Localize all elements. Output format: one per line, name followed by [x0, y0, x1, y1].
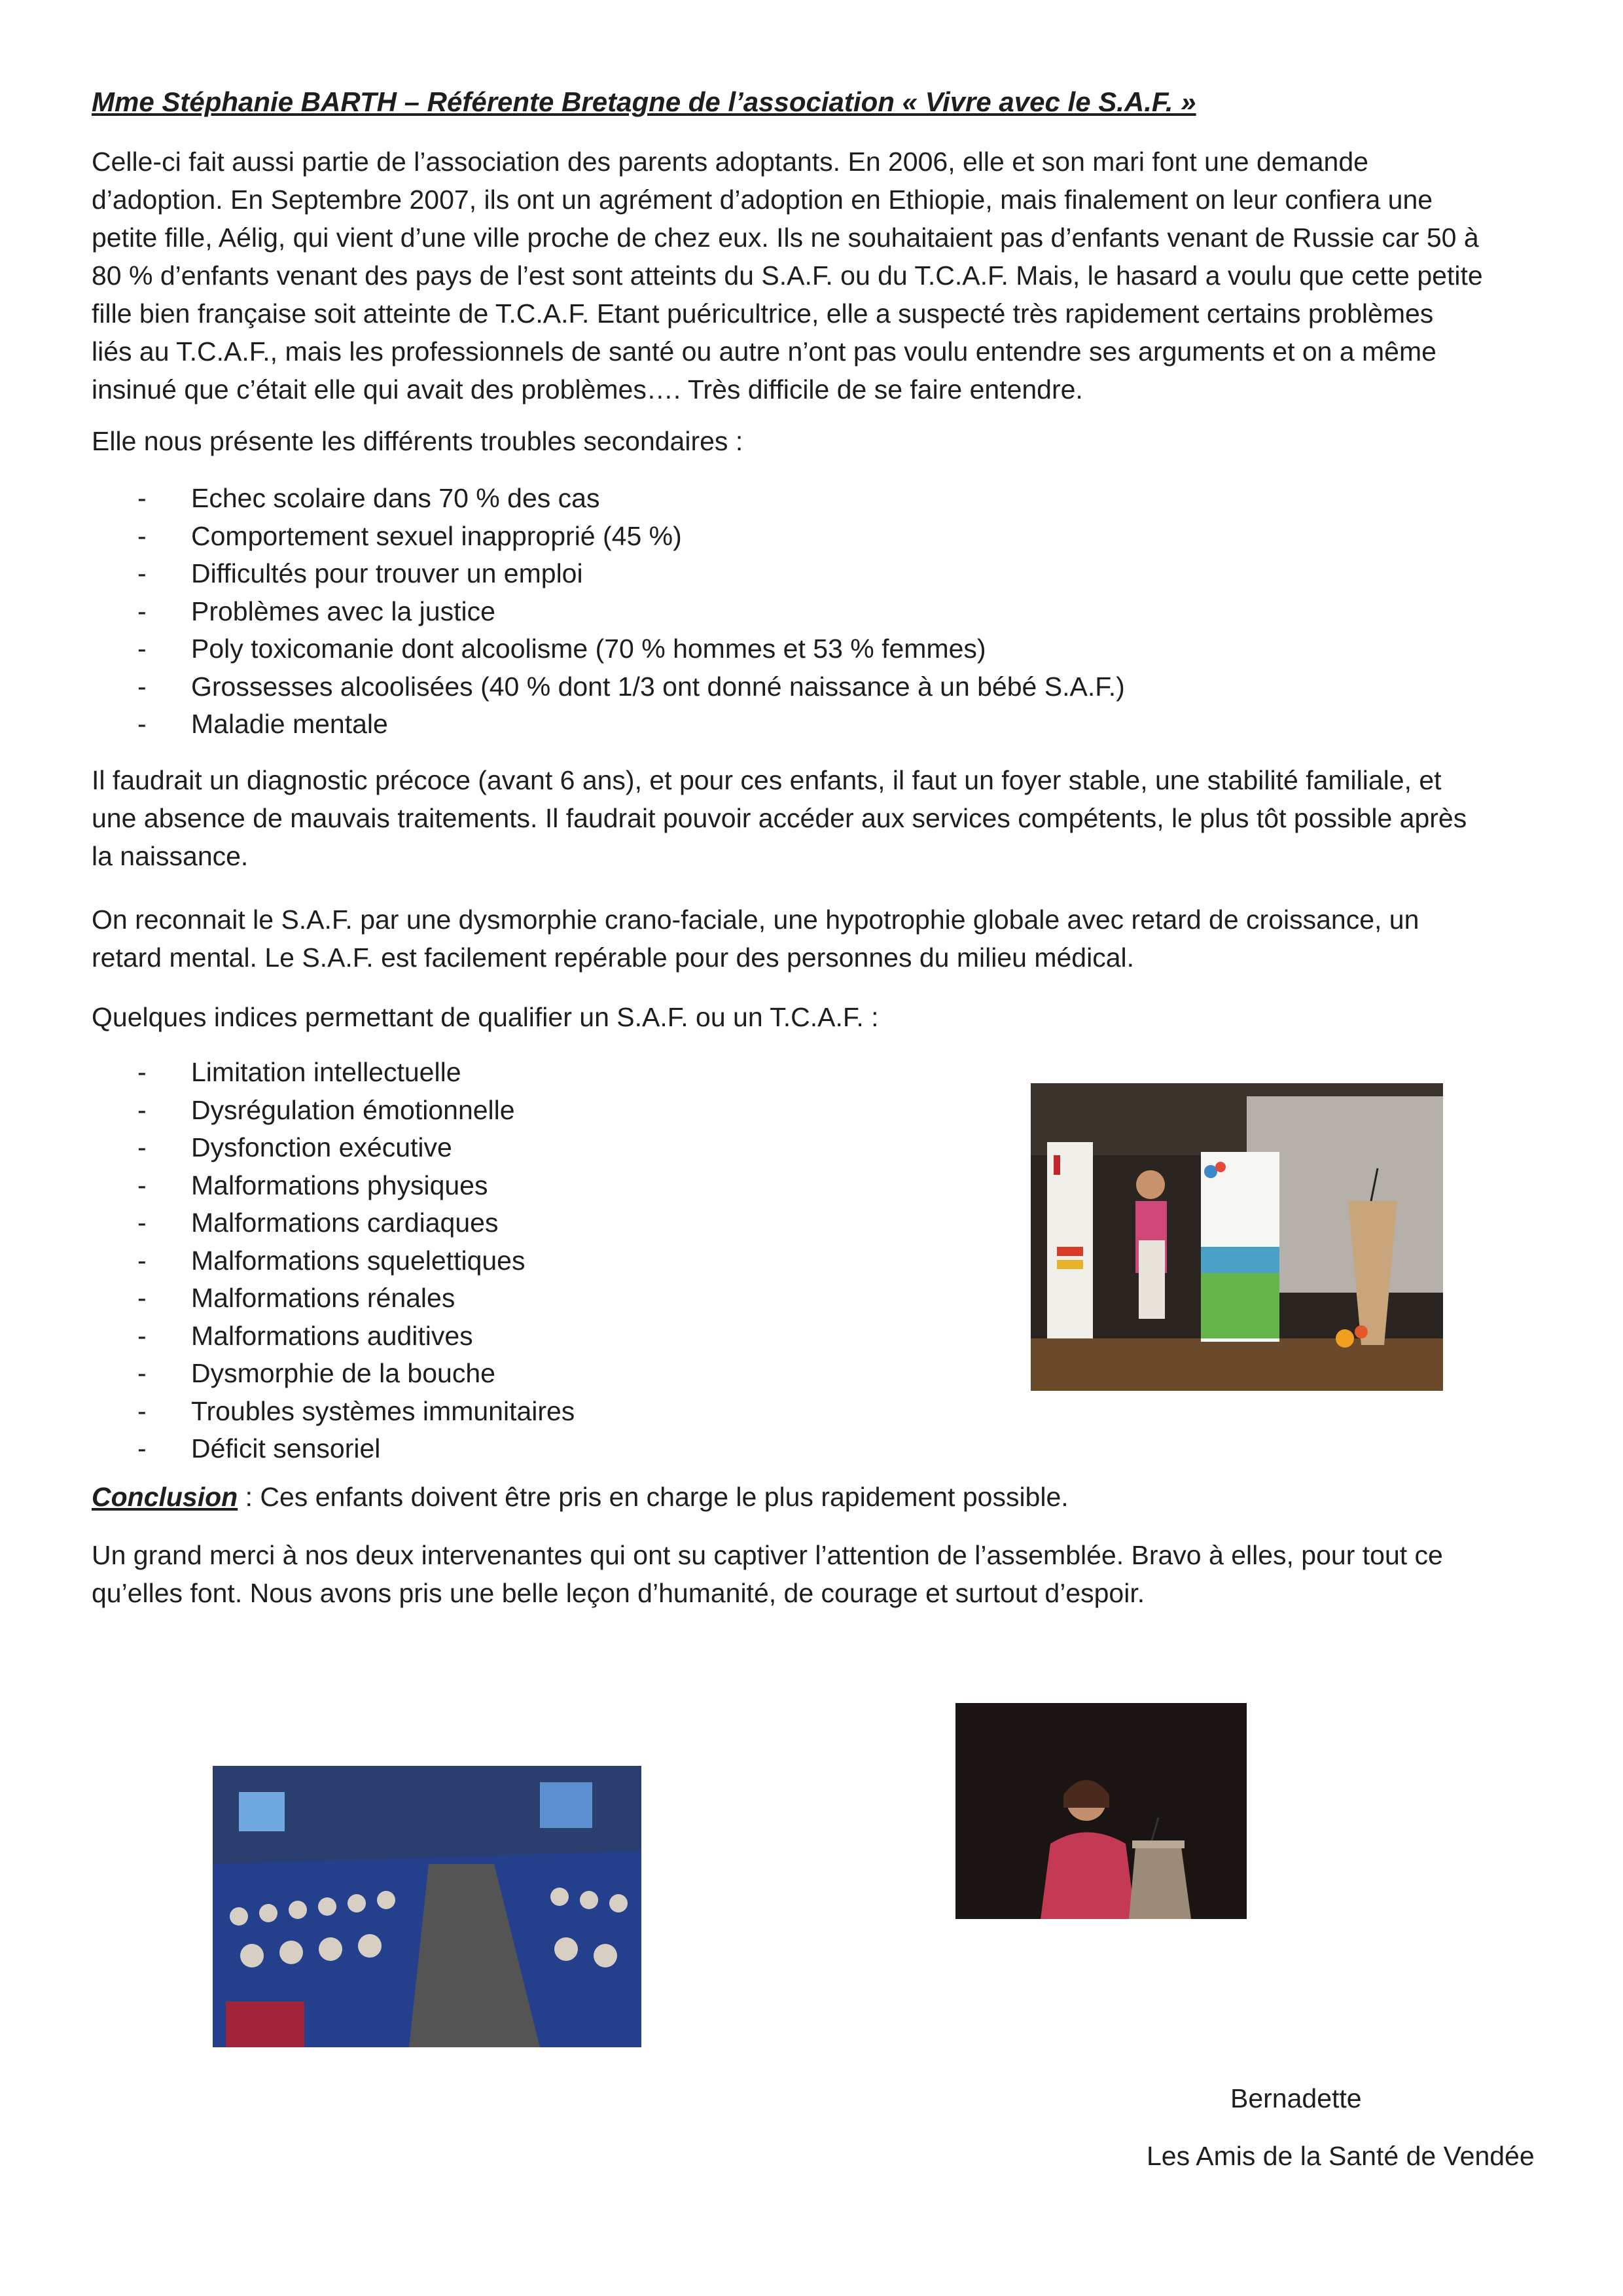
- text-line: 80 % d’enfants venant des pays de l’est sont atteints du S.A.F. ou du T.C.A.F. Mais, le hasard a voulu que cette petite: [92, 260, 1483, 291]
- bullet-dash: -: [137, 634, 147, 664]
- list-item: [137, 1318, 575, 1355]
- list-item-text: Dysmorphie de la bouche: [191, 1358, 495, 1388]
- list-item: [137, 480, 1125, 518]
- list-item-text: Grossesses alcoolisées (40 % dont 1/3 ont donné naissance à un bébé S.A.F.): [191, 671, 1125, 702]
- list-item: [137, 668, 1125, 706]
- bullet-dash: -: [137, 1208, 147, 1238]
- text-line: liés au T.C.A.F., mais les professionnels de santé ou autre n’ont pas voulu entendre ses arguments et on a même: [92, 336, 1436, 367]
- signature-organization: Les Amis de la Santé de Vendée: [1147, 2141, 1535, 2171]
- photo-audience-hall: [213, 1766, 641, 2047]
- text-line: la naissance.: [92, 841, 249, 871]
- bullet-dash: -: [137, 483, 147, 513]
- list-item: [137, 1054, 575, 1092]
- list-item-text: Problèmes avec la justice: [191, 596, 495, 626]
- diagnostic-paragraph: [92, 761, 1531, 875]
- list-item-text: Malformations squelettiques: [191, 1245, 526, 1276]
- list-item-text: Difficultés pour trouver un emploi: [191, 558, 583, 588]
- list-item: [137, 1167, 575, 1205]
- list-item-text: Comportement sexuel inapproprié (45 %): [191, 520, 682, 551]
- page-title: Mme Stéphanie BARTH – Référente Bretagne de l’association « Vivre avec le S.A.F. »: [92, 86, 1196, 117]
- list-item-text: Maladie mentale: [191, 709, 388, 739]
- bullet-dash: -: [137, 558, 147, 588]
- signature-name: Bernadette: [1230, 2083, 1362, 2113]
- bullet-dash: -: [137, 1094, 147, 1125]
- list-item-text: Echec scolaire dans 70 % des cas: [191, 483, 600, 513]
- text-line: d’adoption. En Septembre 2007, ils ont un agrément d’adoption en Ethiopie, mais finalement on leur confiera une: [92, 185, 1433, 215]
- troubles-list: [137, 480, 1125, 744]
- photo-speaker-stage: [1031, 1083, 1443, 1391]
- intro-paragraph: [92, 143, 1531, 408]
- thanks-paragraph: [92, 1536, 1531, 1612]
- text-line: Un grand merci à nos deux intervenantes qui ont su captiver l’attention de l’assemblée. Bravo à elles, pour tout ce: [92, 1540, 1443, 1570]
- recognition-paragraph: [92, 901, 1531, 977]
- list-item: [137, 1393, 575, 1431]
- list-item: [137, 1242, 575, 1280]
- bullet-dash: -: [137, 1433, 147, 1463]
- list-item: [137, 1430, 575, 1468]
- bullet-dash: -: [137, 1283, 147, 1313]
- list-item: [137, 518, 1125, 556]
- bullet-dash: -: [137, 1245, 147, 1276]
- list-item: [137, 555, 1125, 593]
- list-item: [137, 1204, 575, 1242]
- conclusion-text: : Ces enfants doivent être pris en charge le plus rapidement possible.: [238, 1482, 1069, 1512]
- bullet-dash: -: [137, 709, 147, 739]
- list-item: [137, 593, 1125, 631]
- photo-speaker-lectern: [955, 1703, 1247, 1919]
- list-item: [137, 1355, 575, 1393]
- list-item-text: Malformations physiques: [191, 1170, 488, 1200]
- bullet-dash: -: [137, 671, 147, 702]
- list-item-text: Troubles systèmes immunitaires: [191, 1395, 575, 1426]
- list-item-text: Dysfonction exécutive: [191, 1132, 452, 1162]
- text-line: retard mental. Le S.A.F. est facilement repérable pour des personnes du milieu médical.: [92, 942, 1134, 973]
- list-item: [137, 630, 1125, 668]
- text-line: fille bien française soit atteinte de T.C.A.F. Etant puéricultrice, elle a suspecté très rapidement certains problèmes: [92, 298, 1434, 329]
- text-line: insinué que c’était elle qui avait des problèmes…. Très difficile de se faire entendre.: [92, 374, 1083, 404]
- text-line: Il faudrait un diagnostic précoce (avant 6 ans), et pour ces enfants, il faut un foyer stable, une stabilité familiale, et: [92, 765, 1442, 795]
- list-item: [137, 1129, 575, 1167]
- list-item-text: Limitation intellectuelle: [191, 1057, 461, 1087]
- list-item: [137, 1280, 575, 1318]
- troubles-intro: Elle nous présente les différents troubles secondaires :: [92, 426, 743, 456]
- text-line: Celle-ci fait aussi partie de l’association des parents adoptants. En 2006, elle et son mari font une demande: [92, 147, 1368, 177]
- indices-intro: Quelques indices permettant de qualifier un S.A.F. ou un T.C.A.F. :: [92, 1002, 879, 1032]
- bullet-dash: -: [137, 596, 147, 626]
- text-line: On reconnait le S.A.F. par une dysmorphie crano-faciale, une hypotrophie globale avec retard de croissance, un: [92, 905, 1419, 935]
- list-item: [137, 706, 1125, 744]
- list-item-text: Malformations cardiaques: [191, 1208, 499, 1238]
- bullet-dash: -: [137, 1358, 147, 1388]
- bullet-dash: -: [137, 1395, 147, 1426]
- bullet-dash: -: [137, 1132, 147, 1162]
- conclusion-paragraph: [92, 1478, 1531, 1516]
- list-item-text: Malformations auditives: [191, 1320, 473, 1351]
- indices-list: [137, 1054, 575, 1468]
- list-item: [137, 1092, 575, 1130]
- bullet-dash: -: [137, 1057, 147, 1087]
- list-item-text: Poly toxicomanie dont alcoolisme (70 % hommes et 53 % femmes): [191, 634, 986, 664]
- text-line: petite fille, Aélig, qui vient d’une ville proche de chez eux. Ils ne souhaitaient pas d’enfants venant de Russie car 50 à: [92, 223, 1479, 253]
- text-line: qu’elles font. Nous avons pris une belle leçon d’humanité, de courage et surtout d’espoir.: [92, 1578, 1145, 1608]
- list-item-text: Déficit sensoriel: [191, 1433, 381, 1463]
- conclusion-label: Conclusion: [92, 1482, 238, 1512]
- list-item-text: Malformations rénales: [191, 1283, 455, 1313]
- bullet-dash: -: [137, 1320, 147, 1351]
- bullet-dash: -: [137, 520, 147, 551]
- text-line: une absence de mauvais traitements. Il faudrait pouvoir accéder aux services compétents, le plus tôt possible après: [92, 803, 1467, 833]
- bullet-dash: -: [137, 1170, 147, 1200]
- list-item-text: Dysrégulation émotionnelle: [191, 1094, 515, 1125]
